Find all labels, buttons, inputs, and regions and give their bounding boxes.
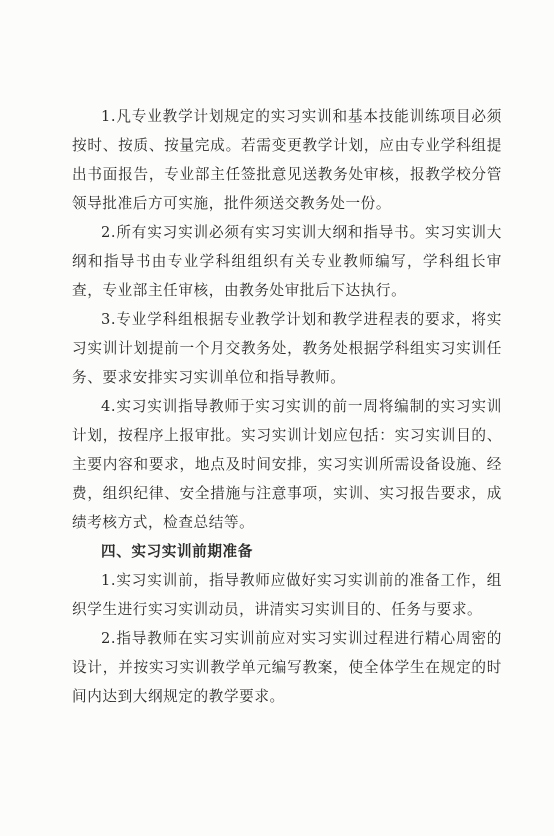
- paragraph-1: 1.凡专业教学计划规定的实习实训和基本技能训练项目必须按时、按质、按量完成。若需变更教学计划，应由专业学科组提出书面报告，专业部主任签批意见送教务处审核，报教学校分管领导批准后方可实施，批件须送交教务处一份。: [72, 108, 502, 212]
- section-paragraph-1: 1.实习实训前，指导教师应做好实习实训前的准备工作，组织学生进行实习实训动员，讲清实习实训目的、任务与要求。: [72, 572, 502, 618]
- paragraph-3: 3.专业学科组根据专业教学计划和教学进程表的要求，将实习实训计划提前一个月交教务处，教务处根据学科组实习实训任务、要求安排实习实训单位和指导教师。: [72, 311, 502, 386]
- paragraph-2: 2.所有实习实训必须有实习实训大纲和指导书。实习实训大纲和指导书由专业学科组组织有关专业教师编写，学科组长审查，专业部主任审核，由教务处审批后下达执行。: [72, 224, 502, 299]
- paragraph-4: 4.实习实训指导教师于实习实训的前一周将编制的实习实训计划，按程序上报审批。实习实训计划应包括：实习实训目的、主要内容和要求，地点及时间安排，实习实训所需设备设施、经费，组织纪律、安全措施与注意事项，实训、实习报告要求，成绩考核方式，检查总结等。: [72, 398, 502, 531]
- document-body: [72, 102, 502, 711]
- section-paragraph-2: 2.指导教师在实习实训前应对实习实训过程进行精心周密的设计，并按实习实训教学单元编写教案，使全体学生在规定的时间内达到大纲规定的教学要求。: [72, 630, 502, 705]
- section-heading: 四、实习实训前期准备: [101, 543, 253, 560]
